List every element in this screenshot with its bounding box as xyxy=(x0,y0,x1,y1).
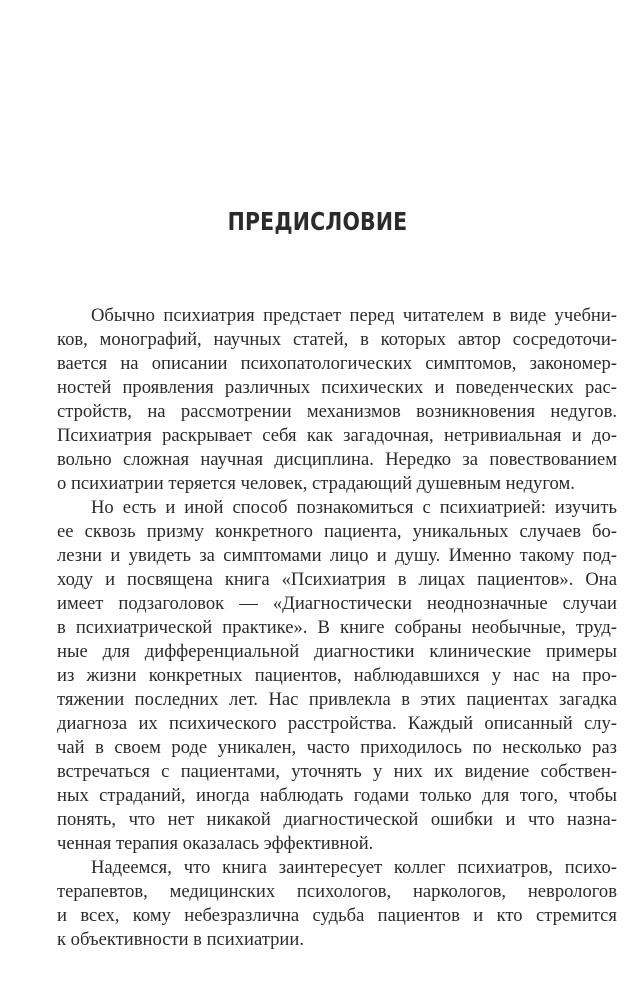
text-line: встречаться с пациентами, уточнять у них их видение собствен- xyxy=(57,761,617,782)
text-line: имеет подзаголовок — «Диагностически неоднозначные случаи xyxy=(57,593,617,614)
text-line: лезни и увидеть за симптомами лицо и душу. Именно такому под- xyxy=(57,545,617,566)
text-line: стройств, на рассмотрении механизмов возникновения недугов. xyxy=(57,401,617,422)
text-line: ченная терапия оказалась эффективной. xyxy=(57,833,374,854)
text-line: терапевтов, медицинских психологов, наркологов, неврологов xyxy=(57,881,617,902)
text-line: вольно сложная научная дисциплина. Нередко за повествованием xyxy=(57,449,617,470)
text-line: ные для дифференциальной диагностики клинические примеры xyxy=(57,641,617,662)
text-line: вается на описании психопатологических симптомов, закономер- xyxy=(57,353,617,374)
text-line: ностей проявления различных психических и поведенческих рас- xyxy=(57,377,617,398)
text-line: о психиатрии теряется человек, страдающий душевным недугом. xyxy=(57,473,575,494)
text-line: ков, монографий, научных статей, в которых автор сосредоточи- xyxy=(57,329,617,350)
text-line: Но есть и иной способ познакомиться с психиатрией: изучить xyxy=(91,497,617,518)
text-line: ее сквозь призму конкретного пациента, уникальных случаев бо- xyxy=(57,521,617,542)
preface-body xyxy=(57,304,617,952)
text-line: чай в своем роде уникален, часто приходилось по несколько раз xyxy=(57,737,617,758)
text-line: ных страданий, иногда наблюдать годами только для того, чтобы xyxy=(57,785,617,806)
text-line: и всех, кому небезразлична судьба пациентов и кто стремится xyxy=(57,905,617,926)
text-line: Психиатрия раскрывает себя как загадочная, нетривиальная и до- xyxy=(57,425,617,446)
text-line: Обычно психиатрия предстает перед читателем в виде учебни- xyxy=(91,305,617,326)
text-line: Надеемся, что книга заинтересует коллег психиатров, психо- xyxy=(91,857,617,878)
text-line: тяжении последних лет. Нас привлекла в этих пациентах загадка xyxy=(57,689,617,710)
text-line: в психиатрической практике». В книге собраны необычные, труд- xyxy=(57,617,617,638)
text-line: из жизни конкретных пациентов, наблюдавшихся у нас на про- xyxy=(57,665,617,686)
text-line: ходу и посвящена книга «Психиатрия в лицах пациентов». Она xyxy=(57,569,617,590)
text-line: понять, что нет никакой диагностической ошибки и что назна- xyxy=(57,809,617,830)
text-line: к объективности в психиатрии. xyxy=(57,929,304,950)
text-line: диагноза их психического расстройства. Каждый описанный слу- xyxy=(57,713,617,734)
page-title: ПРЕДИСЛОВИЕ xyxy=(227,207,408,236)
